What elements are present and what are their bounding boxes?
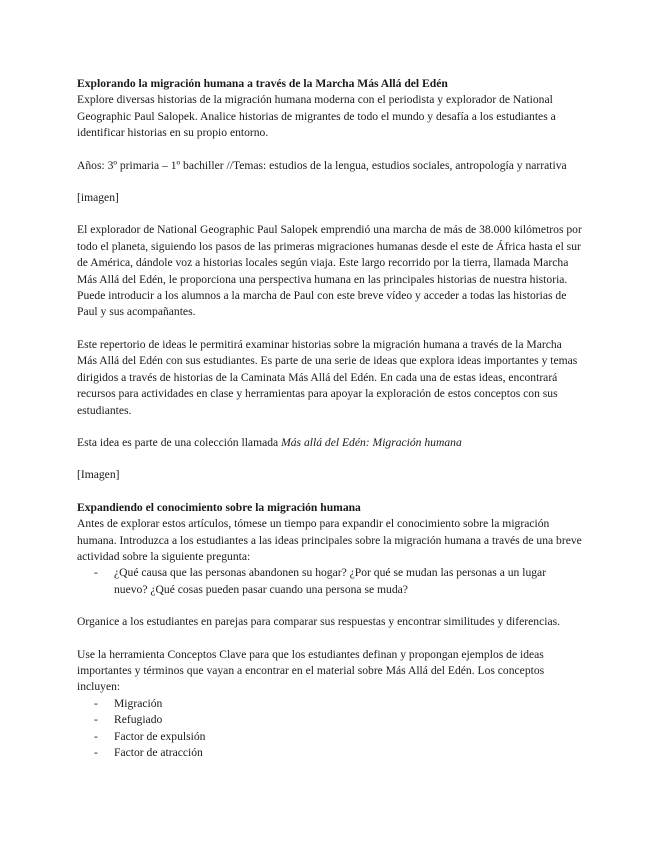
grade-topics-line: Años: 3º primaria – 1º bachiller //Temas: estudios de la lengua, estudios sociales, antropología y narrativa xyxy=(77,158,567,172)
dash-bullet: - xyxy=(94,566,98,580)
list-item xyxy=(77,696,582,712)
concept-text: Migración xyxy=(114,696,163,710)
image-placeholder: [imagen] xyxy=(77,191,119,205)
concept-list xyxy=(77,696,582,762)
body-paragraph: El explorador de National Geographic Paul Salopek emprendió una marcha de más de 38.000 kilómetros por todo el planeta, siguiendo los pasos de las primeras migraciones humanas desde el este de África hasta el sur de América, dándole voz a historias locales según viaja. Este largo recorrido por la tierra, llamada Marcha Más Allá del Edén, le proporciona una perspectiva humana en las principales historias de nuestra historia. Puede introducir a los alumnos a la marcha de Paul con este breve vídeo y acceder a todas las historias de Paul y sus acompañantes. xyxy=(77,223,582,319)
dash-bullet: - xyxy=(94,713,98,727)
body-paragraph: Organice a los estudiantes en parejas para comparar sus respuestas y encontrar similitudes y diferencias. xyxy=(77,615,561,629)
list-item xyxy=(77,729,582,745)
list-item xyxy=(77,565,582,598)
section-title: Explorando la migración humana a través de la Marcha Más Allá del Edén xyxy=(77,77,448,90)
question-list xyxy=(77,565,582,598)
dash-bullet: - xyxy=(94,746,98,759)
body-paragraph: Este repertorio de ideas le permitirá examinar historias sobre la migración humana a través de la Marcha Más Allá del Edén con sus estudiantes. Es parte de una serie de ideas que explora ideas importantes y temas dirigidos a través de historias de la Caminata Más Allá del Edén. En cada una de estas ideas, encontrará recursos para actividades en clase y herramientas para apoyar la exploración de estos conceptos con sus estudiantes. xyxy=(77,337,578,417)
dash-bullet: - xyxy=(94,696,98,710)
list-item xyxy=(77,745,582,761)
list-item xyxy=(77,712,582,728)
intro-paragraph: Explore diversas historias de la migración humana moderna con el periodista y explorador de National Geographic Paul Salopek. Analice historias de migrantes de todo el mundo y desafía a los estudiantes a identificar historias en su propio entorno. xyxy=(77,93,556,140)
collection-prefix: Esta idea es parte de una colección llamada xyxy=(77,435,282,449)
body-paragraph: Use la herramienta Conceptos Clave para que los estudiantes definan y propongan ejemplos de ideas importantes y términos que vayan a encontrar en el material sobre Más Allá del Edén. Los conceptos incluyen: xyxy=(77,647,545,694)
collection-name: Más allá del Edén: Migración humana xyxy=(281,435,462,449)
document-body xyxy=(77,76,582,761)
section-title: Expandiendo el conocimiento sobre la migración humana xyxy=(77,500,361,514)
image-placeholder: [Imagen] xyxy=(77,468,120,482)
dash-bullet: - xyxy=(94,729,98,743)
collection-line xyxy=(77,435,582,451)
concept-text: Refugiado xyxy=(114,713,163,727)
question-text: ¿Qué causa que las personas abandonen su hogar? ¿Por qué se mudan las personas a un lugar nuevo? ¿Qué cosas pueden pasar cuando una persona se muda? xyxy=(114,566,547,596)
concept-text: Factor de atracción xyxy=(114,746,203,759)
intro-paragraph: Antes de explorar estos artículos, tómese un tiempo para expandir el conocimiento sobre la migración humana. Introduzca a los estudiantes a las ideas principales sobre la migración humana a través de una breve actividad sobre la siguiente pregunta: xyxy=(77,517,582,563)
concept-text: Factor de expulsión xyxy=(114,729,206,743)
